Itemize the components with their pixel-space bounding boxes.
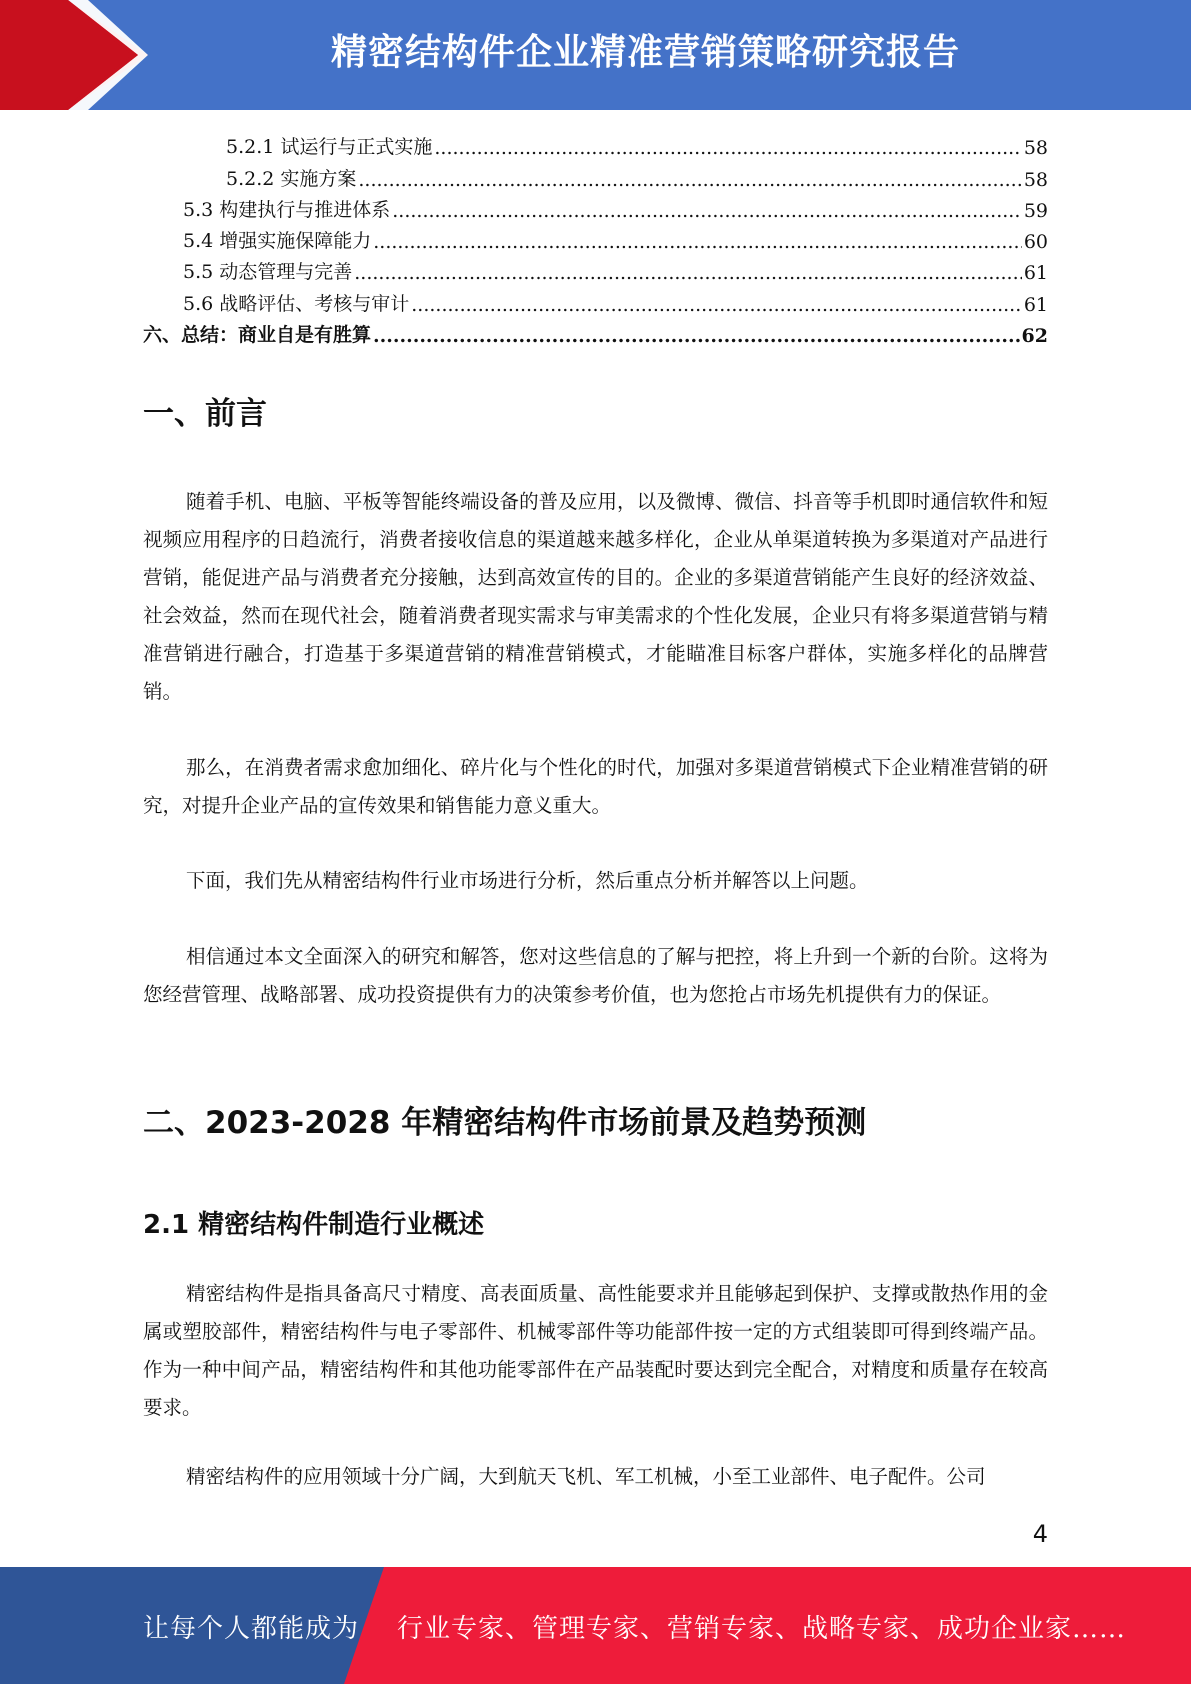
- toc-leader-dots: [373, 325, 1020, 347]
- toc-leader-dots: [358, 169, 1021, 191]
- toc-entry-page: 62: [1021, 325, 1048, 348]
- toc-entry-label: 5.2.2 实施方案: [226, 167, 357, 190]
- footer-slogan-left: 让每个人都能成为: [143, 1614, 360, 1644]
- toc-leader-dots: [411, 294, 1022, 316]
- header-arrow-decoration: [0, 0, 160, 110]
- toc-entry-label: 六、总结：商业自是有胜算: [143, 324, 372, 347]
- toc-leader-dots: [434, 137, 1021, 159]
- body-paragraph: 相信通过本文全面深入的研究和解答，您对这些信息的了解与把控，将上升到一个新的台阶。这将为您经营管理、战略部署、成功投资提供有力的决策参考价值，也为您抢占市场先机提供有力的保证。: [143, 945, 1048, 1006]
- table-of-contents: [143, 128, 1048, 347]
- page-header: [0, 0, 1191, 110]
- body-paragraph: 下面，我们先从精密结构件行业市场进行分析，然后重点分析并解答以上问题。: [186, 869, 869, 892]
- toc-entry-label: 5.3 构建执行与推进体系: [183, 198, 391, 221]
- toc-entry[interactable]: [143, 253, 1048, 284]
- page-number: 4: [1032, 1520, 1048, 1548]
- toc-entry-page: 58: [1023, 168, 1048, 191]
- page-footer: [0, 1567, 1191, 1684]
- toc-leader-dots: [373, 231, 1022, 253]
- toc-entry-label: 5.5 动态管理与完善: [183, 261, 353, 284]
- header-title: 精密结构件企业精准营销策略研究报告: [330, 32, 960, 73]
- toc-entry-page: 61: [1023, 293, 1048, 316]
- toc-entry[interactable]: [143, 191, 1048, 222]
- toc-entry[interactable]: [143, 128, 1048, 159]
- footer-slogan-right: 行业专家、管理专家、营销专家、战略专家、成功企业家……: [397, 1614, 1127, 1644]
- toc-entry-label: 5.2.1 试运行与正式实施: [226, 136, 433, 159]
- toc-entry[interactable]: [143, 222, 1048, 253]
- toc-entry-page: 59: [1023, 199, 1048, 222]
- toc-entry-label: 5.6 战略评估、考核与审计: [183, 292, 410, 315]
- body-paragraph: 精密结构件的应用领域十分广阔，大到航天飞机、军工机械，小至工业部件、电子配件。公司: [186, 1465, 986, 1488]
- toc-entry-page: 61: [1023, 262, 1048, 285]
- toc-entry[interactable]: [143, 284, 1048, 315]
- toc-entry-page: 58: [1023, 137, 1048, 160]
- toc-entry[interactable]: [143, 159, 1048, 190]
- toc-entry-label: 5.4 增强实施保障能力: [183, 230, 372, 253]
- toc-entry[interactable]: [143, 316, 1048, 347]
- body-paragraph: 精密结构件是指具备高尺寸精度、高表面质量、高性能要求并且能够起到保护、支撑或散热作用的金属或塑胶部件，精密结构件与电子零部件、机械零部件等功能部件按一定的方式组装即可得到终端产品。作为一种中间产品，精密结构件和其他功能零部件在产品装配时要达到完全配合，对精度和质量存在较高要求。: [143, 1282, 1048, 1419]
- toc-leader-dots: [354, 262, 1022, 284]
- toc-entry-page: 60: [1023, 231, 1048, 254]
- body-paragraph: 那么，在消费者需求愈加细化、碎片化与个性化的时代，加强对多渠道营销模式下企业精准营销的研究，对提升企业产品的宣传效果和销售能力意义重大。: [143, 756, 1048, 817]
- section-heading: 一、前言: [143, 396, 267, 432]
- toc-leader-dots: [392, 200, 1022, 222]
- body-paragraph: 随着手机、电脑、平板等智能终端设备的普及应用，以及微博、微信、抖音等手机即时通信软件和短视频应用程序的日趋流行，消费者接收信息的渠道越来越多样化，企业从单渠道转换为多渠道对产品进行营销，能促进产品与消费者充分接触，达到高效宣传的目的。企业的多渠道营销能产生良好的经济效益、社会效益，然而在现代社会，随着消费者现实需求与审美需求的个性化发展，企业只有将多渠道营销与精准营销进行融合，打造基于多渠道营销的精准营销模式，才能瞄准目标客户群体，实施多样化的品牌营销。: [143, 490, 1048, 703]
- subsection-heading: 2.1 精密结构件制造行业概述: [143, 1210, 485, 1240]
- section-heading: 二、2023-2028 年精密结构件市场前景及趋势预测: [143, 1105, 867, 1141]
